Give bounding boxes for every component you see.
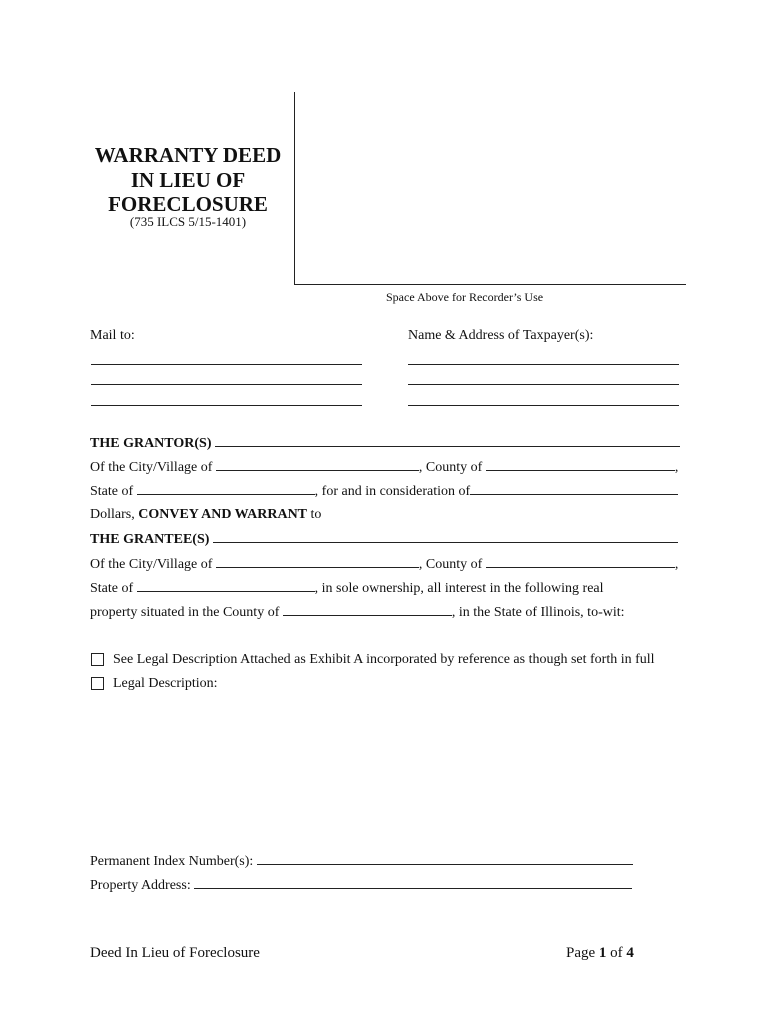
grantee-city-row — [90, 555, 678, 574]
grantor-county-field[interactable] — [486, 458, 675, 471]
to-label: to — [310, 507, 322, 522]
document-title-line1: WARRANTY DEED — [94, 143, 282, 167]
grantee-city-field[interactable] — [216, 555, 419, 568]
page-word: Page — [566, 945, 596, 961]
convey-row — [90, 506, 321, 524]
consideration-label: , for and in consideration of — [314, 484, 471, 499]
grantee-state-label: State of — [90, 581, 134, 596]
convey-warrant-label: CONVEY AND WARRANT — [138, 507, 308, 522]
page-total: 4 — [626, 945, 634, 961]
page-number: 1 — [598, 945, 607, 961]
grantor-label: THE GRANTOR(S) — [90, 436, 212, 451]
grantor-state-label: State of — [90, 484, 134, 499]
grantee-label: THE GRANTEE(S) — [90, 532, 210, 547]
taxpayer-line-3[interactable] — [408, 405, 679, 406]
mail-to-line-2[interactable] — [91, 384, 362, 385]
grantor-state-row — [90, 482, 678, 501]
grantee-row — [90, 530, 678, 549]
pin-label: Permanent Index Number(s): — [90, 854, 254, 869]
property-address-field[interactable] — [194, 876, 632, 889]
grantor-city-field[interactable] — [216, 458, 419, 471]
recorder-box-left-border — [294, 92, 295, 285]
grantor-name-field[interactable] — [215, 434, 680, 447]
property-county-field[interactable] — [283, 603, 452, 616]
grantor-city-label: Of the City/Village of — [90, 460, 213, 475]
grantee-county-label: , County of — [418, 557, 483, 572]
property-county-label: property situated in the County of — [90, 605, 280, 620]
exhibit-a-checkbox[interactable] — [91, 653, 104, 666]
grantor-state-field[interactable] — [137, 482, 315, 495]
grantee-state-row — [90, 579, 604, 598]
exhibit-a-label: See Legal Description Attached as Exhibit A incorporated by reference as though set forth in full — [113, 652, 655, 667]
ownership-text: , in sole ownership, all interest in the following real — [314, 581, 604, 596]
grantor-comma: , — [674, 460, 679, 475]
grantee-name-field[interactable] — [213, 530, 678, 543]
pin-field[interactable] — [257, 852, 633, 865]
grantee-state-field[interactable] — [137, 579, 315, 592]
statute-citation: (735 ILCS 5/15-1401) — [129, 214, 247, 229]
property-address-row — [90, 876, 632, 895]
property-county-row — [90, 603, 625, 622]
recorder-box-bottom-border — [294, 284, 686, 285]
grantor-county-label: , County of — [418, 460, 483, 475]
state-of-illinois-text: , in the State of Illinois, to-wit: — [451, 605, 625, 620]
legal-description-label: Legal Description: — [113, 676, 218, 691]
grantee-comma: , — [674, 557, 679, 572]
mail-to-line-1[interactable] — [91, 364, 362, 365]
of-word: of — [610, 945, 623, 961]
grantor-city-row — [90, 458, 678, 477]
legal-description-checkbox[interactable] — [91, 677, 104, 690]
consideration-field[interactable] — [470, 482, 678, 495]
mail-to-label: Mail to: — [90, 328, 135, 343]
grantee-city-label: Of the City/Village of — [90, 557, 213, 572]
taxpayer-line-2[interactable] — [408, 384, 679, 385]
property-address-label: Property Address: — [90, 878, 191, 893]
footer-doc-name: Deed In Lieu of Foreclosure — [90, 945, 260, 961]
document-title-line3: FORECLOSURE — [108, 192, 268, 216]
grantee-county-field[interactable] — [486, 555, 675, 568]
grantor-row — [90, 434, 680, 453]
document-title-line2: IN LIEU OF — [130, 168, 246, 192]
taxpayer-line-1[interactable] — [408, 364, 679, 365]
mail-to-line-3[interactable] — [91, 405, 362, 406]
dollars-label: Dollars, — [90, 507, 135, 522]
page-indicator — [566, 945, 634, 962]
recorder-note: Space Above for Recorder’s Use — [386, 290, 544, 304]
pin-row — [90, 852, 633, 871]
taxpayer-label: Name & Address of Taxpayer(s): — [408, 328, 594, 343]
